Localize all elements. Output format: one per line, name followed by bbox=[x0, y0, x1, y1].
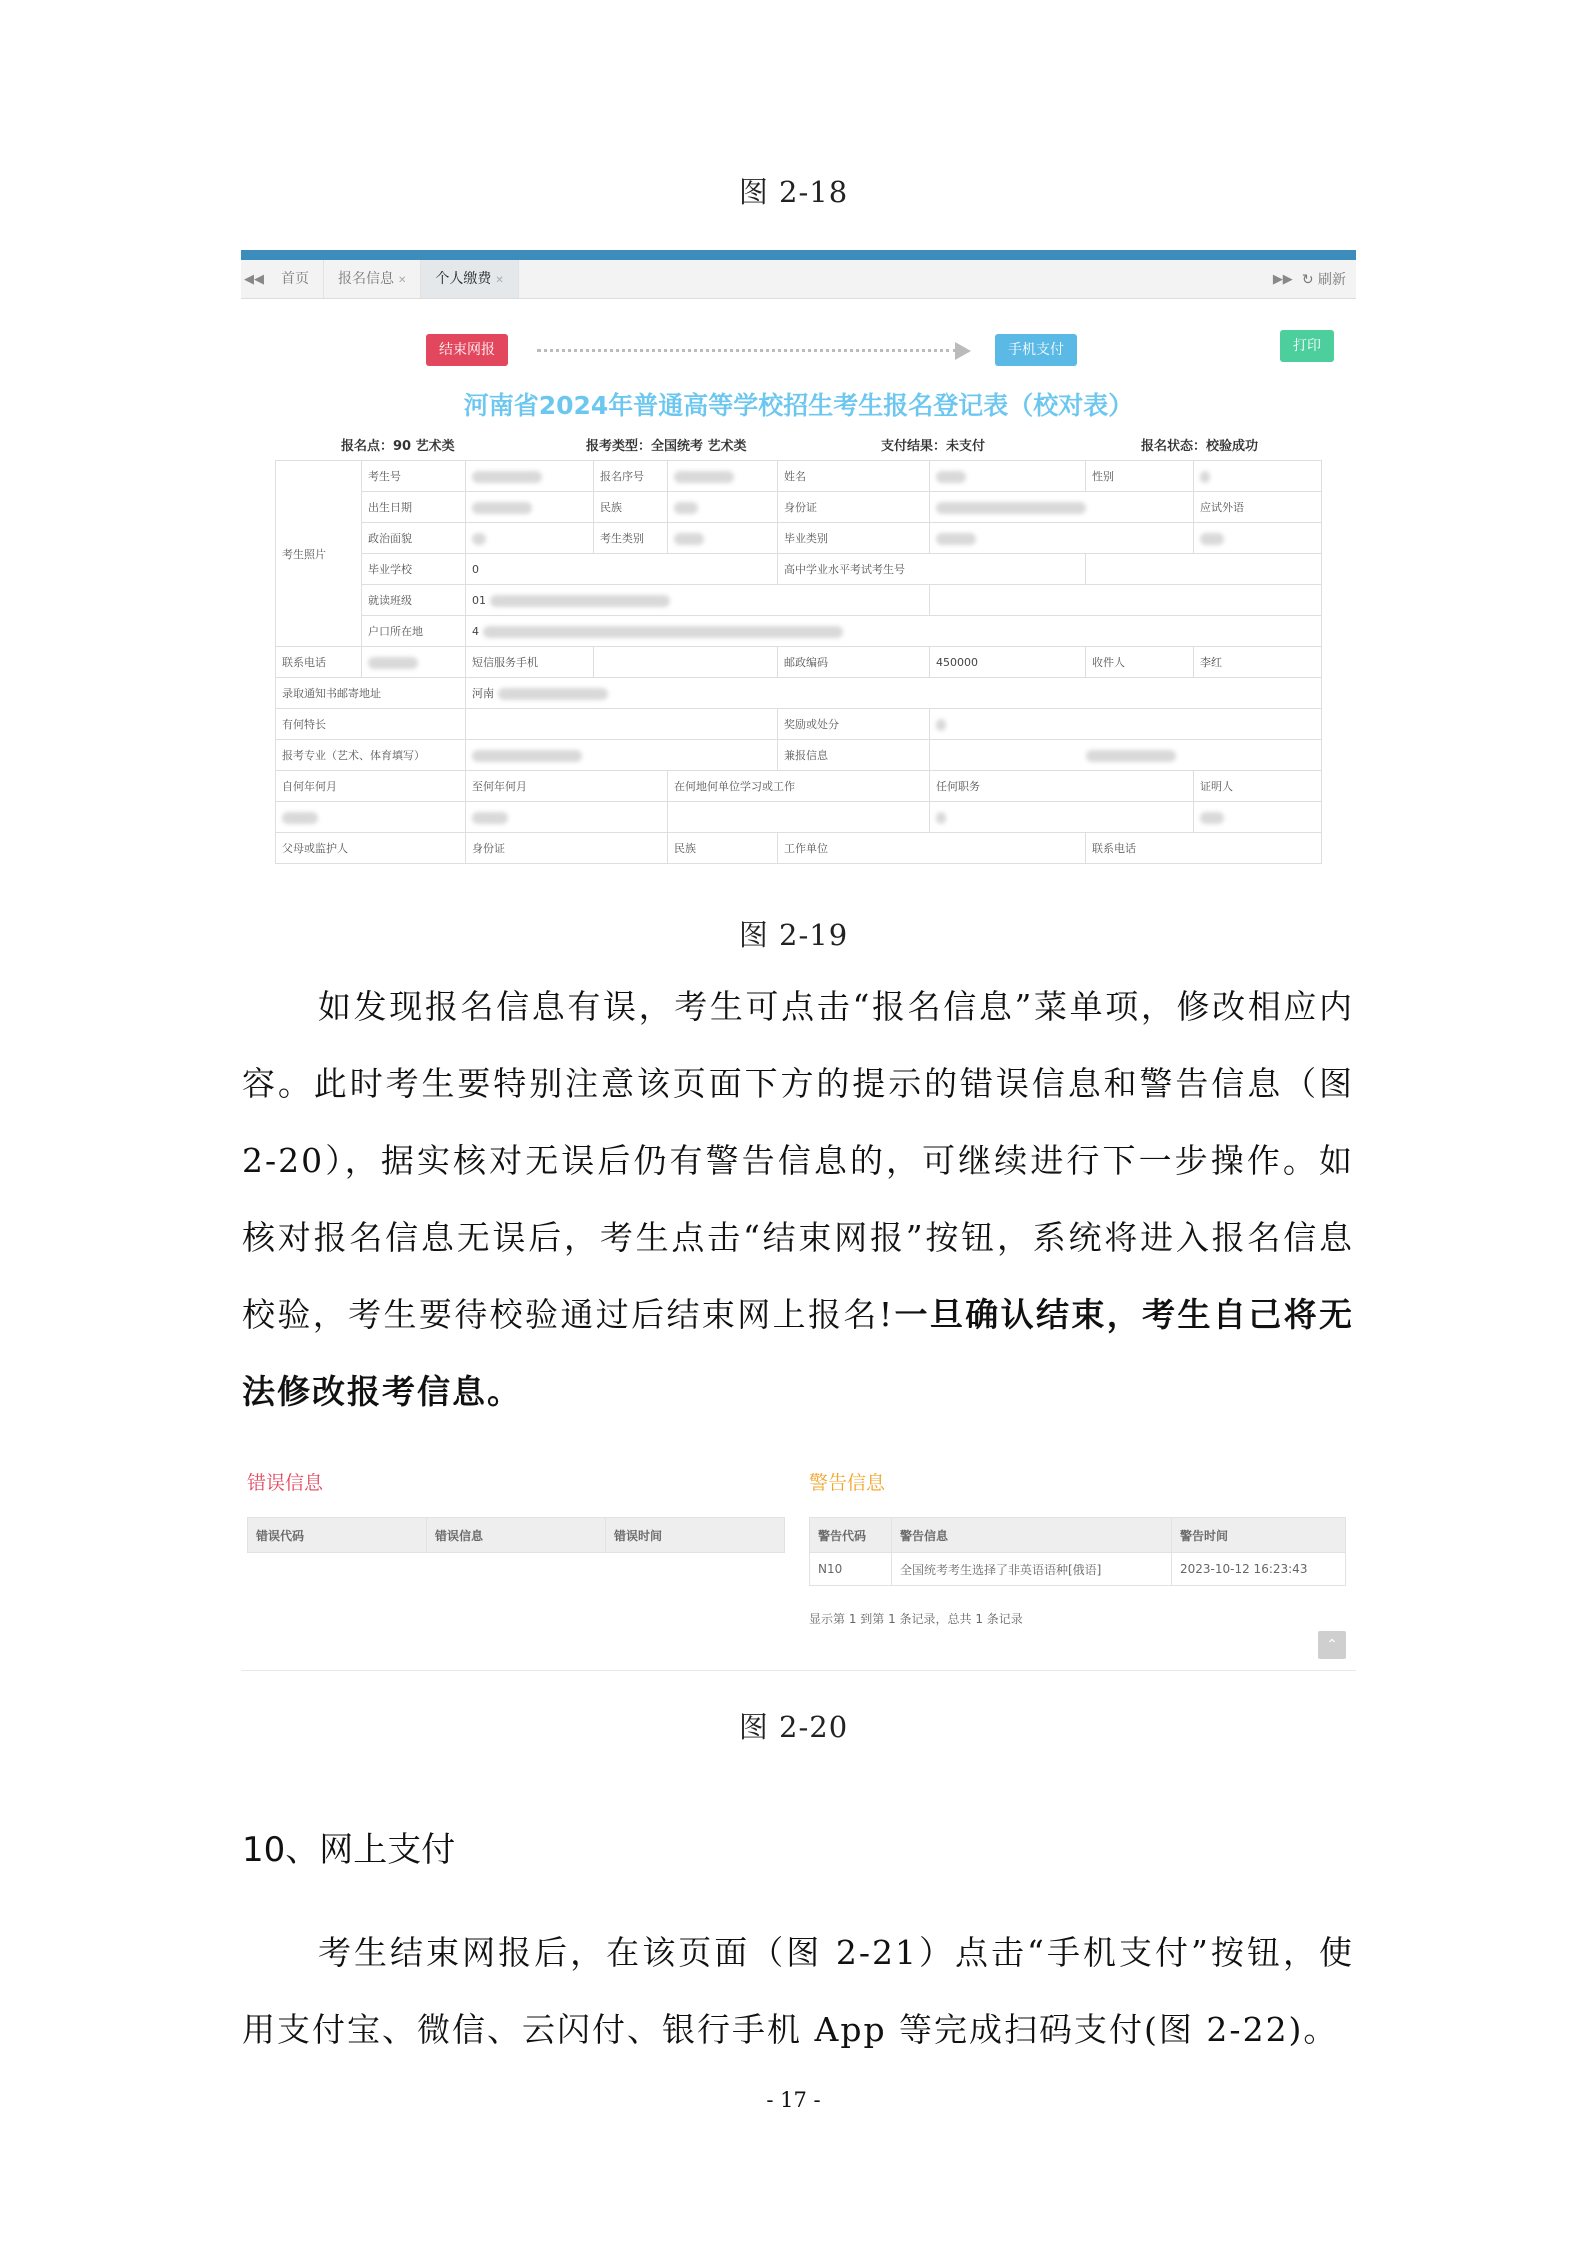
table-cell: 政治面貌 bbox=[362, 523, 466, 554]
table-cell bbox=[466, 523, 594, 554]
photo-label: 考生照片 bbox=[276, 461, 362, 647]
table-cell: 考生号 bbox=[362, 461, 466, 492]
refresh-label: 刷新 bbox=[1318, 272, 1346, 288]
table-cell bbox=[930, 709, 1322, 740]
table-row bbox=[276, 616, 1322, 647]
table-cell: 短信服务手机 bbox=[466, 647, 594, 678]
table-row bbox=[276, 647, 1322, 678]
figure-caption-2-20: 图 2-20 bbox=[738, 1710, 849, 1744]
class-value: 01 bbox=[472, 593, 486, 607]
tab-reg-info[interactable] bbox=[324, 260, 421, 298]
registration-table bbox=[275, 460, 1322, 864]
table-cell: 父母或监护人 bbox=[276, 833, 466, 864]
tab-reg-info-label: 报名信息 bbox=[338, 271, 394, 287]
scroll-right-icon[interactable]: ▶▶ bbox=[1272, 271, 1293, 287]
table-cell: 全国统考考生选择了非英语语种[俄语] bbox=[892, 1553, 1172, 1586]
close-icon[interactable]: ✕ bbox=[398, 275, 407, 286]
paragraph-bold-text: 一旦确认结束，考生自己将无法修改报考信息。 bbox=[242, 1295, 1354, 1411]
table-cell bbox=[466, 461, 594, 492]
table-cell bbox=[930, 492, 1194, 523]
table-cell: 毕业类别 bbox=[778, 523, 930, 554]
table-cell: 证明人 bbox=[1194, 771, 1322, 802]
table-row bbox=[276, 709, 1322, 740]
table-row bbox=[276, 740, 1322, 771]
table-cell: 在何地何单位学习或工作 bbox=[668, 771, 930, 802]
column-header: 警告代码 bbox=[810, 1518, 892, 1553]
top-bar bbox=[241, 250, 1356, 260]
table-cell: 考生类别 bbox=[594, 523, 668, 554]
table-cell: 任何职务 bbox=[930, 771, 1194, 802]
error-table bbox=[247, 1517, 785, 1553]
table-cell bbox=[466, 802, 668, 833]
page-number: - 17 - bbox=[766, 2088, 821, 2112]
chevron-up-icon: ⌃ bbox=[1326, 1637, 1338, 1653]
hukou-value: 4 bbox=[472, 624, 479, 638]
table-row bbox=[276, 492, 1322, 523]
refresh-button[interactable] bbox=[1296, 269, 1356, 289]
form-title: 河南省2024年普通高等学校招生考生报名登记表（校对表） bbox=[463, 391, 1134, 420]
table-cell: 2023-10-12 16:23:43 bbox=[1172, 1553, 1346, 1586]
table-row bbox=[276, 585, 1322, 616]
arrow-right-icon bbox=[955, 342, 971, 360]
body-paragraph-1 bbox=[242, 968, 1354, 1430]
table-cell: 高中学业水平考试考生号 bbox=[778, 554, 1086, 585]
table-cell bbox=[466, 740, 778, 771]
table-cell bbox=[930, 585, 1322, 616]
table-cell: 李红 bbox=[1194, 647, 1322, 678]
table-cell: 奖励或处分 bbox=[778, 709, 930, 740]
table-cell bbox=[466, 616, 1322, 647]
table-cell: 民族 bbox=[594, 492, 668, 523]
table-header-row bbox=[810, 1518, 1346, 1553]
table-cell bbox=[668, 523, 778, 554]
error-warning-screenshot bbox=[241, 1460, 1356, 1671]
table-row bbox=[276, 833, 1322, 864]
table-cell bbox=[594, 647, 778, 678]
scroll-left-icon[interactable]: ◀◀ bbox=[244, 271, 264, 287]
table-row bbox=[276, 678, 1322, 709]
body-paragraph-2: 考生结束网报后，在该页面（图 2-21）点击“手机支付”按钮，使用支付宝、微信、云闪付、银行手机 App 等完成扫码支付(图 2-22)。 bbox=[242, 1933, 1354, 2049]
column-header: 错误信息 bbox=[427, 1518, 606, 1553]
column-header: 错误代码 bbox=[248, 1518, 427, 1553]
table-cell: 450000 bbox=[930, 647, 1086, 678]
tab-payment[interactable] bbox=[421, 260, 518, 298]
table-cell bbox=[1194, 461, 1322, 492]
table-cell: 报考专业（艺术、体育填写） bbox=[276, 740, 466, 771]
figure-caption-2-19: 图 2-19 bbox=[738, 918, 849, 952]
close-icon[interactable]: ✕ bbox=[495, 275, 504, 286]
warning-table bbox=[809, 1517, 1346, 1586]
progress-dotted-line bbox=[537, 349, 957, 352]
table-cell: 户口所在地 bbox=[362, 616, 466, 647]
error-section-title: 错误信息 bbox=[247, 1472, 324, 1494]
paragraph-text: 如发现报名信息有误，考生可点击“报名信息”菜单项，修改相应内容。此时考生要特别注意该页面下方的提示的错误信息和警告信息（图 2-20），据实核对无误后仍有警告信息的，可继续进行下一步操作。如核对报名信息无误后，考生点击“结束网报”按钮，系统将进入报名信息校验，考生要待校验通过后结束网上报名! bbox=[242, 987, 1354, 1334]
column-header: 警告时间 bbox=[1172, 1518, 1346, 1553]
table-cell: 自何年何月 bbox=[276, 771, 466, 802]
tab-home[interactable]: 首页 bbox=[267, 260, 324, 298]
table-cell: 出生日期 bbox=[362, 492, 466, 523]
table-cell bbox=[466, 492, 594, 523]
table-cell: N10 bbox=[810, 1553, 892, 1586]
table-cell: 兼报信息 bbox=[778, 740, 930, 771]
table-cell: 性别 bbox=[1086, 461, 1194, 492]
finish-registration-button[interactable]: 结束网报 bbox=[426, 334, 508, 366]
table-cell bbox=[466, 585, 930, 616]
warning-section-title: 警告信息 bbox=[809, 1472, 886, 1494]
table-cell: 应试外语 bbox=[1194, 492, 1322, 523]
table-cell bbox=[930, 802, 1194, 833]
mobile-pay-button[interactable]: 手机支付 bbox=[995, 334, 1077, 366]
tab-bar bbox=[241, 260, 1356, 299]
school-value: 0 bbox=[472, 562, 479, 576]
column-header: 警告信息 bbox=[892, 1518, 1172, 1553]
column-header: 错误时间 bbox=[606, 1518, 785, 1553]
table-row bbox=[276, 802, 1322, 833]
mail-value: 河南 bbox=[472, 687, 494, 700]
table-cell bbox=[1086, 554, 1322, 585]
table-cell: 联系电话 bbox=[276, 647, 362, 678]
table-cell: 至何年何月 bbox=[466, 771, 668, 802]
table-cell: 身份证 bbox=[466, 833, 668, 864]
table-cell: 姓名 bbox=[778, 461, 930, 492]
figure-caption-2-18: 图 2-18 bbox=[738, 175, 849, 209]
summary-site: 报名点：90 艺术类 bbox=[341, 439, 455, 454]
table-cell: 报名序号 bbox=[594, 461, 668, 492]
table-cell bbox=[668, 802, 930, 833]
table-cell bbox=[668, 461, 778, 492]
pagination-info: 显示第 1 到第 1 条记录，总共 1 条记录 bbox=[809, 1612, 1023, 1626]
table-cell: 录取通知书邮寄地址 bbox=[276, 678, 466, 709]
table-cell bbox=[1194, 802, 1322, 833]
table-cell bbox=[466, 678, 1322, 709]
summary-pay: 支付结果：未支付 bbox=[881, 439, 986, 454]
tab-payment-label: 个人缴费 bbox=[435, 271, 492, 287]
registration-screenshot bbox=[241, 250, 1356, 870]
table-row bbox=[810, 1553, 1346, 1586]
refresh-icon: ↻ bbox=[1301, 272, 1314, 288]
table-cell bbox=[668, 492, 778, 523]
summary-type: 报考类型：全国统考 艺术类 bbox=[586, 439, 747, 454]
table-cell: 联系电话 bbox=[1086, 833, 1322, 864]
table-cell: 邮政编码 bbox=[778, 647, 930, 678]
table-row bbox=[276, 523, 1322, 554]
table-cell bbox=[466, 709, 778, 740]
section-heading: 10、网上支付 bbox=[242, 1830, 456, 1870]
table-cell bbox=[466, 554, 778, 585]
summary-status: 报名状态：校验成功 bbox=[1141, 439, 1259, 454]
table-row bbox=[276, 554, 1322, 585]
table-cell: 有何特长 bbox=[276, 709, 466, 740]
table-cell: 收件人 bbox=[1086, 647, 1194, 678]
table-cell bbox=[930, 740, 1322, 771]
table-cell: 身份证 bbox=[778, 492, 930, 523]
table-cell bbox=[930, 461, 1086, 492]
table-cell bbox=[930, 523, 1194, 554]
table-row bbox=[276, 461, 1322, 492]
table-cell: 毕业学校 bbox=[362, 554, 466, 585]
table-cell: 就读班级 bbox=[362, 585, 466, 616]
print-button[interactable]: 打印 bbox=[1280, 330, 1334, 362]
table-cell: 民族 bbox=[668, 833, 778, 864]
table-cell: 工作单位 bbox=[778, 833, 1086, 864]
table-cell bbox=[362, 647, 466, 678]
scroll-top-button[interactable] bbox=[1318, 1631, 1346, 1659]
table-cell bbox=[1194, 523, 1322, 554]
table-cell bbox=[276, 802, 466, 833]
table-row bbox=[276, 771, 1322, 802]
table-header-row bbox=[248, 1518, 785, 1553]
